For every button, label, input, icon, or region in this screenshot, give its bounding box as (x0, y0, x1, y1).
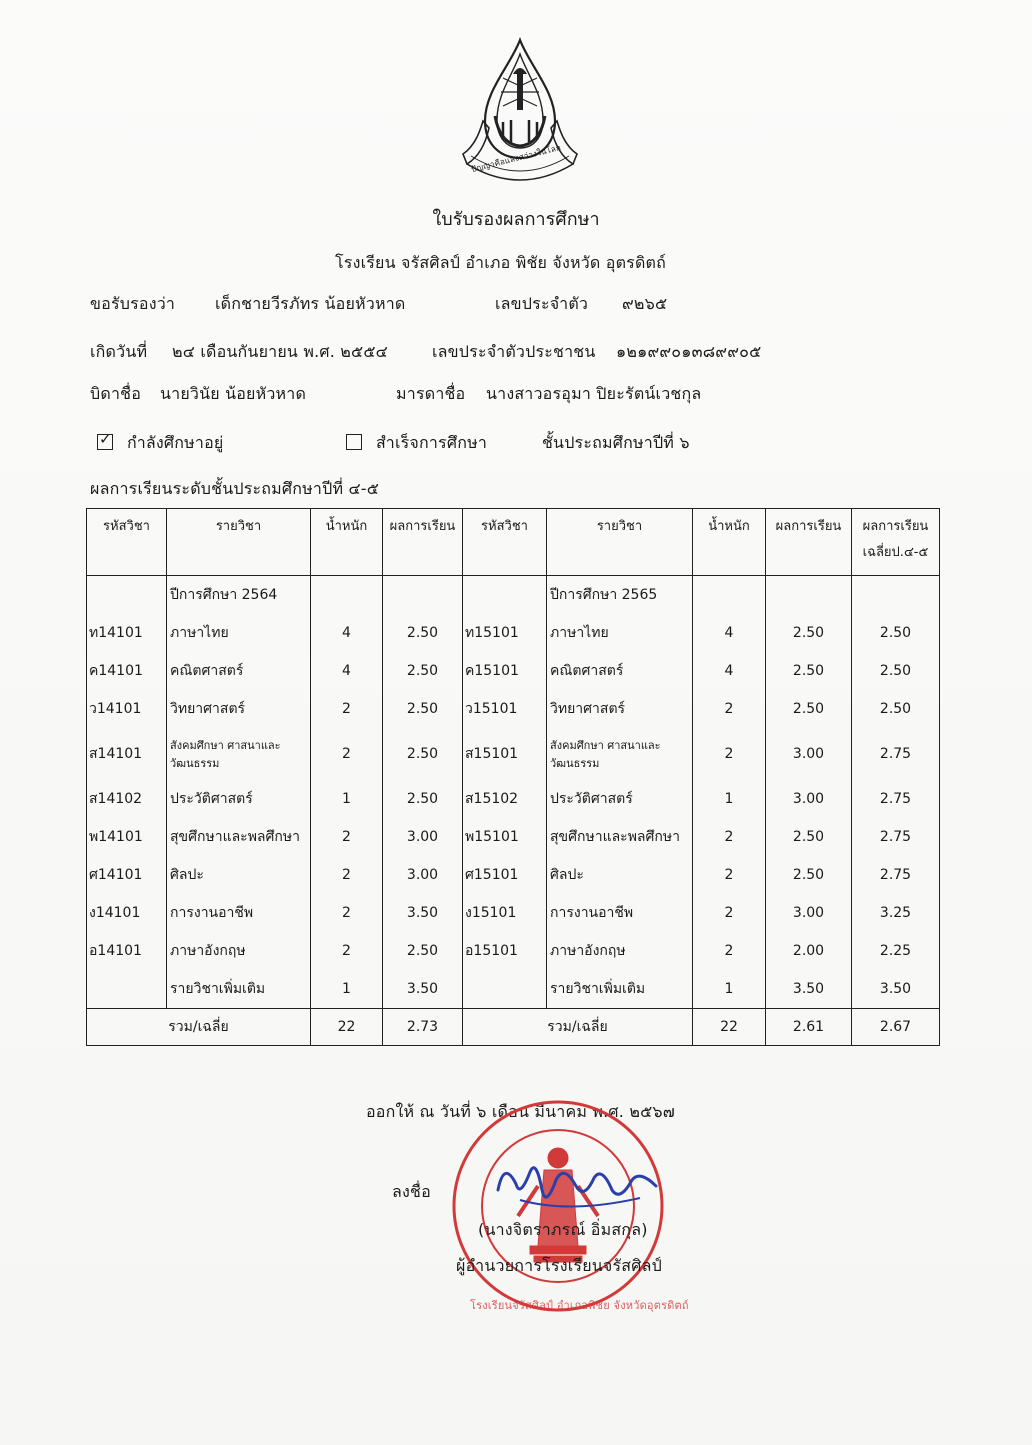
col-subject-2: รายวิชา (547, 509, 693, 576)
weight-1: 2 (311, 932, 383, 970)
course-code-1: ส14102 (87, 780, 167, 818)
subject-name-2-text: ภาษาไทย (550, 625, 609, 641)
table-row (87, 856, 940, 894)
subject-name-1 (167, 728, 311, 780)
subject-name-2-text: สังคมศึกษา ศาสนาและ (550, 739, 661, 752)
result-2: 3.00 (766, 894, 852, 932)
result-1: 3.00 (383, 818, 463, 856)
course-code-2: ศ15101 (463, 856, 547, 894)
year-2-label: ปีการศึกษา 2565 (547, 576, 693, 615)
subject-name-2-text: สุขศึกษาและพลศึกษา (550, 829, 680, 845)
result-2: 2.50 (766, 818, 852, 856)
table-header-row (87, 509, 940, 576)
subject-name-2-text: ภาษาอังกฤษ (550, 943, 626, 959)
course-code-2: ท15101 (463, 614, 547, 652)
col-average-line2: เฉลี่ยป.๔-๕ (862, 545, 929, 560)
subject-name-1 (167, 614, 311, 652)
weight-1: 2 (311, 728, 383, 780)
course-code-1 (87, 970, 167, 1009)
table-row (87, 894, 940, 932)
birth-date: ๒๔ เดือนกันยายน พ.ศ. ๒๕๕๔ (172, 342, 388, 361)
course-code-1: พ14101 (87, 818, 167, 856)
table-row (87, 728, 940, 780)
subject-name-1 (167, 856, 311, 894)
average-result: 2.50 (852, 690, 940, 728)
subject-name-2 (547, 652, 693, 690)
course-code-1: ท14101 (87, 614, 167, 652)
average-result: 2.75 (852, 780, 940, 818)
weight-1: 2 (311, 894, 383, 932)
weight-2: 2 (693, 932, 766, 970)
subject-name-1-text: ศิลปะ (170, 867, 204, 883)
father-name: นายวินัย น้อยหัวหาด (160, 384, 307, 403)
subject-name-1 (167, 932, 311, 970)
status-studying (97, 431, 223, 456)
average-result: 3.50 (852, 970, 940, 1009)
total-average: 2.67 (852, 1009, 940, 1046)
grade-level: ชั้นประถมศึกษาปีที่ ๖ (542, 433, 690, 452)
subject-name-1-text: การงานอาชีพ (170, 905, 254, 921)
subject-name-2-text: รายวิชาเพิ่มเติม (550, 981, 646, 997)
course-code-1: ศ14101 (87, 856, 167, 894)
col-code-1: รหัสวิชา (87, 509, 167, 576)
weight-1: 4 (311, 652, 383, 690)
subject-name-2-text: คณิตศาสตร์ (550, 663, 624, 679)
school-line: โรงเรียน จรัสศิลป์ อำเภอ พิชัย จังหวัด อุตรดิตถ์ (335, 253, 667, 272)
subject-name-2 (547, 614, 693, 652)
subject-name-1-text: ภาษาไทย (170, 625, 229, 641)
total-result-2: 2.61 (766, 1009, 852, 1046)
col-average (852, 509, 940, 576)
result-2: 2.50 (766, 856, 852, 894)
subject-name-2 (547, 932, 693, 970)
result-2: 2.50 (766, 690, 852, 728)
course-code-2: ค15101 (463, 652, 547, 690)
weight-2: 2 (693, 818, 766, 856)
year-1-label: ปีการศึกษา 2564 (167, 576, 311, 615)
col-result-1: ผลการเรียน (383, 509, 463, 576)
average-result: 2.25 (852, 932, 940, 970)
result-2: 3.00 (766, 780, 852, 818)
course-code-2: ว15101 (463, 690, 547, 728)
table-row (87, 652, 940, 690)
document-title: ใบรับรองผลการศึกษา (432, 209, 600, 230)
graduated-checkbox[interactable] (346, 434, 362, 450)
table-row (87, 932, 940, 970)
birth-label: เกิดวันที่ (90, 342, 148, 361)
total-label-2: รวม/เฉลี่ย (463, 1009, 693, 1046)
table-row (87, 780, 940, 818)
subject-name-2-text: ศิลปะ (550, 867, 584, 883)
studying-label: กำลังศึกษาอยู่ (127, 433, 224, 452)
result-1: 2.50 (383, 690, 463, 728)
col-average-line1: ผลการเรียน (862, 519, 929, 534)
subject-name-1 (167, 970, 311, 1009)
subject-name-1-text: ภาษาอังกฤษ (170, 943, 246, 959)
result-1: 2.50 (383, 780, 463, 818)
weight-1: 2 (311, 690, 383, 728)
subject-name-1-text: สังคมศึกษา ศาสนาและ (170, 739, 281, 752)
subject-name-2 (547, 690, 693, 728)
subject-name-2-text: วิทยาศาสตร์ (550, 701, 626, 717)
subject-name-1 (167, 652, 311, 690)
course-code-1: อ14101 (87, 932, 167, 970)
father-label: บิดาชื่อ (90, 384, 141, 403)
signer-name: (นางจิตราภรณ์ อิ่มสกุล) (478, 1220, 648, 1239)
certify-label: ขอรับรองว่า (90, 294, 176, 313)
col-weight-2: น้ำหนัก (693, 509, 766, 576)
result-2: 2.50 (766, 614, 852, 652)
col-result-2: ผลการเรียน (766, 509, 852, 576)
student-name: เด็กชายวีรภัทร น้อยหัวหาด (215, 294, 406, 313)
total-result-1: 2.73 (383, 1009, 463, 1046)
status-graduated (346, 431, 487, 456)
subject-name-1-text-cont: วัฒนธรรม (170, 757, 220, 770)
table-row (87, 614, 940, 652)
total-weight-2: 22 (693, 1009, 766, 1046)
weight-2: 1 (693, 970, 766, 1009)
subject-name-1 (167, 780, 311, 818)
subject-name-1 (167, 894, 311, 932)
school-motto: ปัญญาคือแสงสว่างในโลก (470, 142, 562, 175)
result-1: 2.50 (383, 652, 463, 690)
subject-name-1-text: รายวิชาเพิ่มเติม (170, 981, 266, 997)
average-result: 2.75 (852, 856, 940, 894)
subject-name-2 (547, 780, 693, 818)
subject-name-1-text: วิทยาศาสตร์ (170, 701, 246, 717)
subject-name-2 (547, 894, 693, 932)
average-result: 2.75 (852, 728, 940, 780)
course-code-2: ส15102 (463, 780, 547, 818)
weight-2: 2 (693, 856, 766, 894)
col-weight-1: น้ำหนัก (311, 509, 383, 576)
course-code-2: พ15101 (463, 818, 547, 856)
weight-2: 4 (693, 614, 766, 652)
course-code-2 (463, 970, 547, 1009)
result-2: 3.00 (766, 728, 852, 780)
weight-2: 1 (693, 780, 766, 818)
year-row (87, 576, 940, 615)
result-1: 2.50 (383, 614, 463, 652)
average-result: 2.50 (852, 652, 940, 690)
subject-name-2-text: ประวัติศาสตร์ (550, 791, 633, 807)
total-weight-1: 22 (311, 1009, 383, 1046)
course-code-2: อ15101 (463, 932, 547, 970)
total-row (87, 1009, 940, 1046)
weight-2: 4 (693, 652, 766, 690)
course-code-1: ว14101 (87, 690, 167, 728)
subject-name-2 (547, 856, 693, 894)
table-row (87, 970, 940, 1009)
course-code-1: ส14101 (87, 728, 167, 780)
studying-checkbox[interactable] (97, 434, 113, 450)
result-1: 3.50 (383, 970, 463, 1009)
weight-1: 4 (311, 614, 383, 652)
grades-table (86, 508, 940, 1046)
weight-2: 2 (693, 728, 766, 780)
course-code-2: ส15101 (463, 728, 547, 780)
total-label-1: รวม/เฉลี่ย (87, 1009, 311, 1046)
col-code-2: รหัสวิชา (463, 509, 547, 576)
weight-1: 1 (311, 970, 383, 1009)
subject-name-1-text: ประวัติศาสตร์ (170, 791, 253, 807)
graduated-label: สำเร็จการศึกษา (376, 433, 488, 452)
subject-name-2 (547, 970, 693, 1009)
handwritten-signature (490, 1150, 670, 1220)
table-row (87, 690, 940, 728)
subject-name-2-text-cont: วัฒนธรรม (550, 757, 600, 770)
result-2: 2.50 (766, 652, 852, 690)
result-2: 2.00 (766, 932, 852, 970)
results-heading: ผลการเรียนระดับชั้นประถมศึกษาปีที่ ๔-๕ (90, 479, 380, 498)
result-2: 3.50 (766, 970, 852, 1009)
table-row (87, 818, 940, 856)
student-id: ๙๒๖๕ (622, 294, 668, 313)
result-1: 2.50 (383, 728, 463, 780)
weight-1: 1 (311, 780, 383, 818)
col-subject-1: รายวิชา (167, 509, 311, 576)
mother-name: นางสาวอรอุมา ปิยะรัตน์เวชกุล (486, 384, 702, 403)
course-code-2: ง15101 (463, 894, 547, 932)
sign-label: ลงชื่อ (392, 1182, 431, 1201)
course-code-1: ค14101 (87, 652, 167, 690)
mother-label: มารดาชื่อ (396, 384, 466, 403)
weight-1: 2 (311, 856, 383, 894)
citizen-id-label: เลขประจำตัวประชาชน (432, 342, 596, 361)
subject-name-1-text: คณิตศาสตร์ (170, 663, 244, 679)
issued-line: ออกให้ ณ วันที่ ๖ เดือน มีนาคม พ.ศ. ๒๕๖๗ (366, 1102, 675, 1121)
average-result: 3.25 (852, 894, 940, 932)
signer-title: ผู้อำนวยการโรงเรียนจรัสศิลป์ (456, 1256, 662, 1275)
course-code-1: ง14101 (87, 894, 167, 932)
subject-name-1 (167, 818, 311, 856)
average-result: 2.50 (852, 614, 940, 652)
subject-name-1-text: สุขศึกษาและพลศึกษา (170, 829, 300, 845)
student-id-label: เลขประจำตัว (495, 294, 589, 313)
subject-name-1 (167, 690, 311, 728)
result-1: 3.00 (383, 856, 463, 894)
subject-name-2-text: การงานอาชีพ (550, 905, 634, 921)
weight-2: 2 (693, 690, 766, 728)
subject-name-2 (547, 818, 693, 856)
stamp-text: โรงเรียนจรัสศิลป์ อำเภอพิชัย จังหวัดอุตรดิตถ์ (470, 1299, 689, 1312)
weight-1: 2 (311, 818, 383, 856)
weight-2: 2 (693, 894, 766, 932)
result-1: 2.50 (383, 932, 463, 970)
subject-name-2 (547, 728, 693, 780)
citizen-id: ๑๒๑๙๙๐๑๓๘๙๙๐๕ (616, 342, 762, 361)
average-result: 2.75 (852, 818, 940, 856)
result-1: 3.50 (383, 894, 463, 932)
